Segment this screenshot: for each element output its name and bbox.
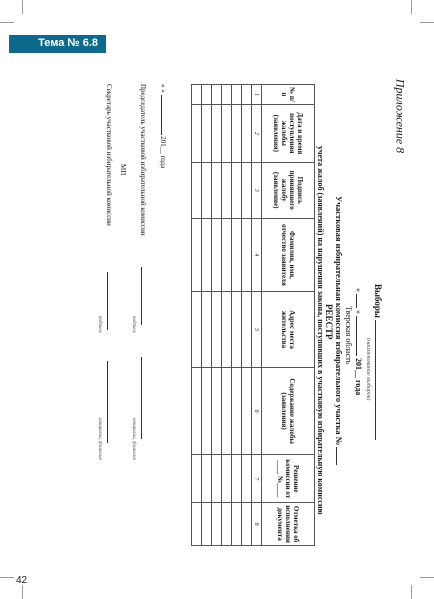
topic-label: Тема № 6.8: [38, 37, 98, 49]
table-row: [212, 85, 222, 546]
secretary-signature-blank: [107, 272, 108, 330]
crop-mark: [22, 585, 23, 599]
column-number: 7: [252, 455, 262, 503]
column-number: 1: [252, 85, 262, 105]
column-number: 8: [252, 503, 262, 546]
chairman-signature-hint: подпись: [131, 316, 136, 333]
date-line: [354, 288, 363, 395]
commission-number-blank: [336, 447, 337, 465]
header-received: Дата и время поступления жалобы (заявления): [262, 104, 315, 162]
topic-band: [9, 35, 106, 53]
header-number: № п/п: [262, 85, 315, 105]
footer-date-quotes: « »: [159, 84, 167, 93]
appendix-label: Приложение 8: [393, 78, 408, 154]
footer-month-blank: [161, 95, 162, 135]
table-row: [192, 85, 202, 546]
register-document-content: [75, 76, 393, 553]
commission-line: [334, 196, 344, 465]
crop-mark: [420, 577, 434, 578]
footer-year: 201__ года: [159, 136, 167, 169]
crop-mark: [22, 0, 23, 14]
chairman-label: Председатель участковой избирательной комиссии: [139, 84, 147, 236]
table-row: [222, 85, 232, 546]
elections-hint: (наименование выборов): [365, 338, 371, 401]
secretary-initials-hint: инициалы, фамилия: [97, 418, 102, 460]
date-open-quote: «: [354, 288, 363, 292]
table-row: [202, 85, 212, 546]
commission-label: Участковая избирательная комиссия избирательного участка №: [334, 196, 344, 446]
table-header-row: [262, 85, 315, 546]
date-year: 201__ года: [354, 358, 363, 396]
header-signature: Подпись принявшего жалобу (заявление): [262, 162, 315, 218]
register-document: [75, 76, 393, 553]
crop-mark: [0, 22, 14, 23]
table-row: [242, 85, 252, 546]
region: Тверская область: [344, 306, 353, 365]
header-address: Адрес места жительства: [262, 292, 315, 368]
column-number: 2: [252, 104, 262, 162]
page-number: 42: [16, 575, 28, 586]
complaints-register-table: [191, 84, 315, 546]
appendix-label-box: [393, 76, 407, 156]
table-row: [232, 85, 242, 546]
crop-mark: [0, 577, 14, 578]
elections-line: [373, 284, 383, 440]
column-number-row: [252, 85, 262, 546]
secretary-name-blank: [107, 361, 108, 443]
header-execution: Отметка об исполнении документа: [262, 503, 315, 546]
crop-mark: [420, 22, 434, 23]
crop-mark: [411, 0, 412, 14]
elections-label: Выборы: [373, 284, 383, 318]
secretary-label: Секретарь участковой избирательной комиссии: [105, 84, 113, 226]
secretary-signature-hint: подпись: [97, 316, 102, 333]
crop-mark: [411, 585, 412, 599]
chairman-signature-blank: [141, 267, 142, 325]
header-applicant: Фамилия, имя, отчество заявителя: [262, 218, 315, 292]
register-title: РЕЕСТР: [324, 304, 334, 340]
date-month-blank: [356, 316, 357, 356]
register-subtitle: учета жалоб (заявлений) на нарушения закона, поступивших в участковую избирательную комиссию: [316, 146, 325, 515]
stamp-label: МП: [119, 164, 127, 176]
chairman-line: [139, 84, 147, 439]
date-day-blank: [356, 294, 357, 308]
chairman-initials-hint: инициалы, фамилия: [131, 418, 136, 460]
header-content: Содержание жалобы (заявления): [262, 367, 315, 455]
chairman-name-blank: [141, 357, 142, 439]
date-close-quote: »: [354, 310, 363, 314]
secretary-line: [105, 84, 113, 443]
header-decision: Решение комиссии от ____ №____: [262, 455, 315, 503]
column-number: 5: [252, 292, 262, 368]
elections-blank: [375, 320, 376, 440]
column-number: 6: [252, 367, 262, 455]
footer-date-line: [159, 84, 167, 168]
column-number: 4: [252, 218, 262, 292]
column-number: 3: [252, 162, 262, 218]
